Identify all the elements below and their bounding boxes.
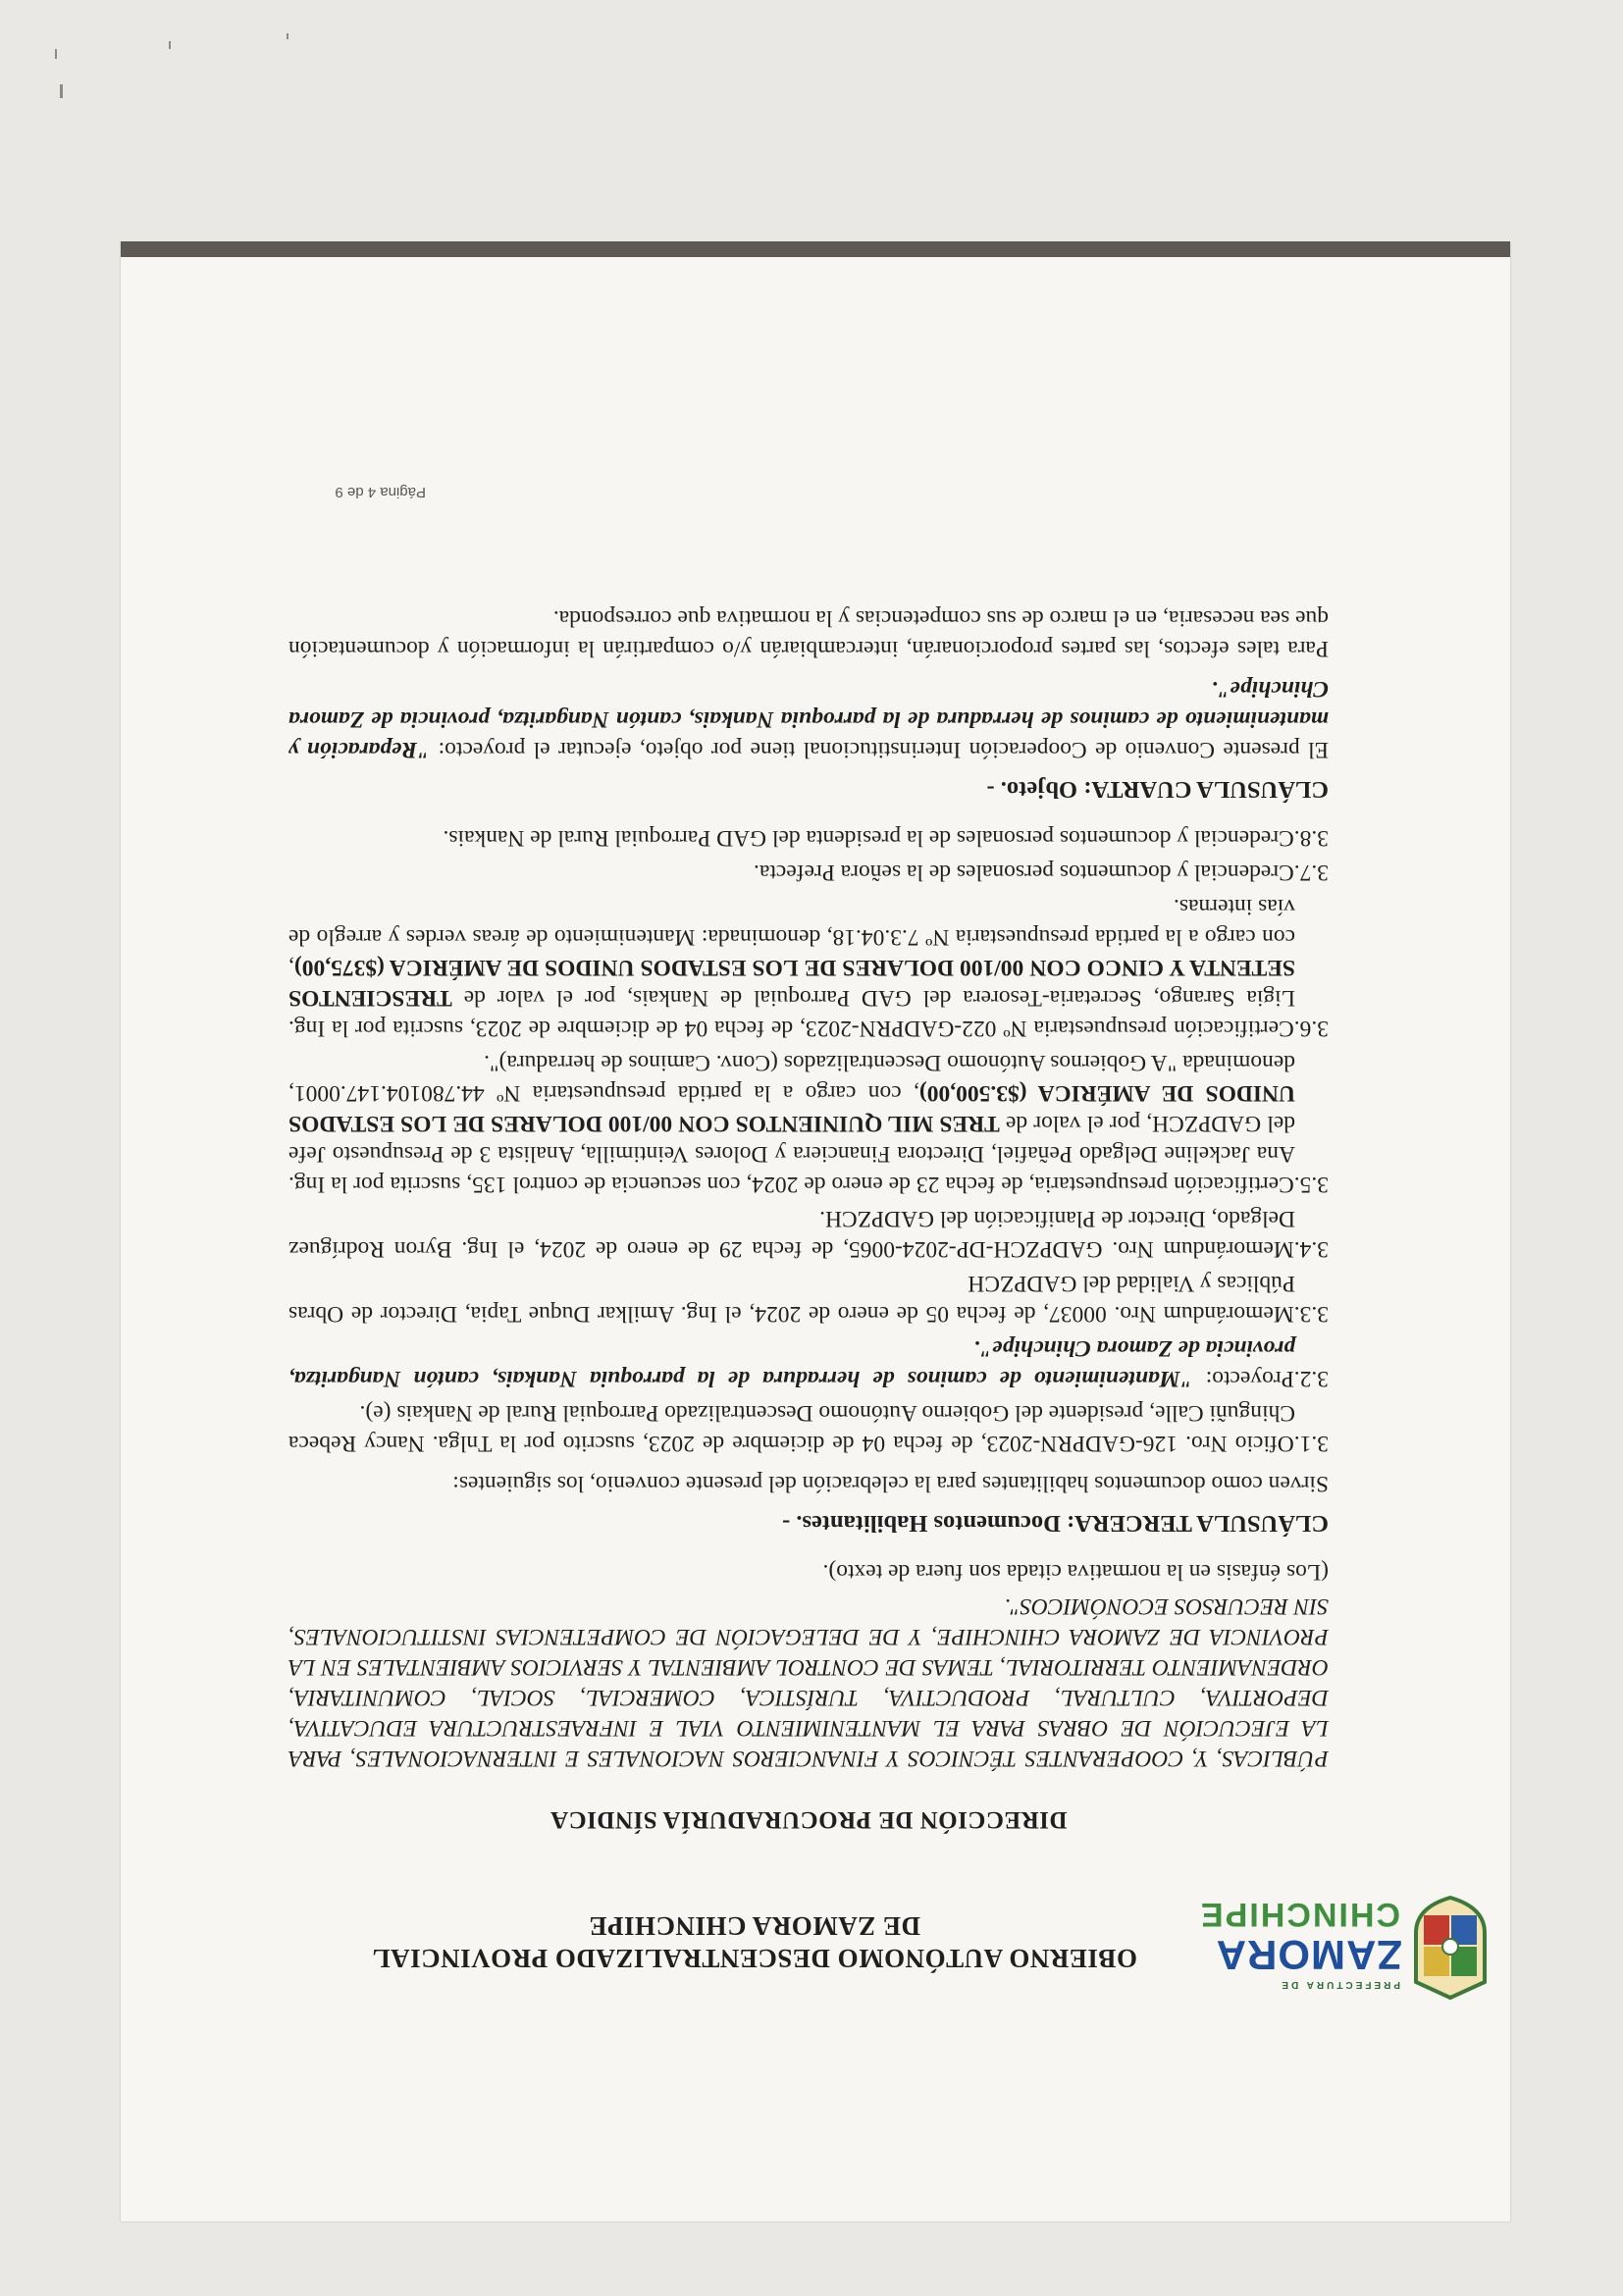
clause-three-intro: Sirven como documentos habilitantes para la celebración del presente convenio, los siguientes: [452,1471,1329,1496]
quoted-legal-text: PÚBLICAS, Y, COOPERANTES TÉCNICOS Y FINANCIEROS NACIONALES E INTERNACIONALES, PARA LA EJECUCIÓN DE OBRAS PARA EL MANTENIMIENTO VIAL E INFRAESTRUCTURA EDUCATIVA, DEPORTIVA, CULTURAL, PRODUCTIVA, TURÍSTICA, COMERCIAL, SOCIAL, COMUNITARIA, ORDENAMIENTO TERRITORIAL, TEMAS DE CONTROL AMBIENTAL Y SERVICIOS AMBIENTALES EN LA PROVINCIA DE ZAMORA CHINCHIPE, Y DE DELEGACIÓN DE COMPETENCIAS INSTITUCIONALES, SIN RECURSOS ECONÓMICOS". [288,1593,1329,1771]
scan-speck [287,33,288,39]
budget-amount: TRESCIENTOS SETENTA Y CINCO CON 00/100 DOLARES DE LOS ESTADOS UNIDOS DE AMÉRICA ($375,00) [288,955,1295,1011]
clause-four-paragraph: El presente Convenio de Cooperación Interinstitucional tiene por objeto, ejecutar el proyecto: "Reparación y mantenimiento de caminos de herradura de la parroquia Nankais, cantón Nangaritza, provincia de Zamora Chinchipe". [288,676,1329,762]
list-item: 3.6.Certificación presupuestaria Nº 022-GADPRN-2023, de fecha 04 de diciembre de 2023, suscrita por la Ing. Ligia Sarango, Secretaria-Tesorera del GAD Parroquial de Nankais, por el valor de TRESCIENTOS SETENTA Y CINCO CON 00/100 DOLARES DE LOS ESTADOS UNIDOS DE AMÉRICA ($375,00), con cargo a la partida presupuestaria Nº 7.3.04.18, denominada: Mantenimiento de áreas verdes y arreglo de vías internas. [288,894,1329,1041]
page-number: Página 4 de 9 [335,484,426,500]
letterhead [313,1874,1491,2002]
project-name: "Reparación y mantenimiento de caminos de herradura de la parroquia Nankais, cantón Nangaritza, provincia de Zamora Chinchipe". [288,676,1329,762]
clause-four-paragraph-2: Para tales efectos, las partes proporcionarán, intercambiarán y/o compartirán la información y documentación que sea necesaria, en el marco de sus competencias y la normativa que corresponda. [288,605,1329,661]
budget-amount: TRES MIL QUINIENTOS CON 00/100 DOLARES DE LOS ESTADOS UNIDOS DE AMÉRICA ($3.500,00) [288,1080,1295,1136]
logo-chinchipe-text: CHINCHIPE [1198,1896,1400,1933]
list-item: 3.2.Proyecto: "Mantenimiento de caminos de herradura de la parroquia Nankais, cantón Nangaritza, provincia de Zamora Chinchipe". [288,1335,1329,1391]
clause-four-title: CLÁUSULA CUARTA: Objeto. - [986,776,1329,803]
prefectura-logo [1196,1894,1491,2002]
project-name: "Mantenimiento de caminos de herradura de la parroquia Nankais, cantón Nangaritza, provincia de Zamora Chinchipe". [288,1335,1295,1391]
list-item: 3.8.Credencial y documentos personales de la presidenta del GAD Parroquial Rural de Nankais. [443,825,1329,851]
list-item: 3.5.Certificación presupuestaria, de fecha 23 de enero de 2024, con secuencia de control 135, suscrita por la Ing. Ana Jackeline Delgado Peñafiel, Directora Financiera y Dolores Veintimilla, Analista 3 de Presupuesto Jefe del GADPZCH, por el valor de TRES MIL QUINIENTOS CON 00/100 DOLARES DE LOS ESTADOS UNIDOS DE AMÉRICA ($3.500,00), con cargo a la partida presupuestaria Nº 44.780104.147.0001, denominada "A Gobiernos Autónomo Descentralizados (Conv. Caminos de herradura)". [288,1050,1329,1197]
institution-line-2: DE ZAMORA CHINCHIPE [588,1911,921,1941]
list-item: 3.4.Memorándum Nro. GADPZCH-DP-2024-0065, de fecha 29 de enero de 2024, el Ing. Byron Rodríguez Delgado, Director de Planificación del GADPZCH. [288,1206,1329,1262]
scan-speck [60,84,63,98]
document-body [288,593,1329,1835]
institution-name [372,1909,1137,1974]
scanner-edge [121,241,1510,257]
logo-prefix-text: PREFECTURA DE [1279,1979,1400,1990]
scan-speck [169,41,171,49]
list-item: 3.1.Oficio Nro. 126-GADPRN-2023, de fecha 04 de diciembre de 2023, suscrito por la Tnlga. Nancy Rebeca Chinguñi Calle, presidente del Gobierno Autónomo Descentralizado Parroquial Rural de Nankais (e). [288,1400,1329,1456]
emphasis-note: (Los énfasis en la normativa citada son fuera de texto). [822,1559,1329,1585]
department-heading: DIRECCIÓN DE PROCURADURÍA SÍNDICA [550,1806,1068,1833]
logo-zamora-text: ZAMORA [1215,1932,1402,1978]
enabling-documents-list [288,822,1329,1458]
list-item: 3.3.Memorándum Nro. 00037, de fecha 05 de enero de 2024, el Ing. Amilkar Duque Tapia, Director de Obras Públicas y Vialidad del GADPZCH [288,1271,1329,1327]
institution-line-1: OBIERNO AUTÓNOMO DESCENTRALIZADO PROVINCIAL [372,1944,1137,1973]
clause-three-title: CLÁUSULA TERCERA: Documentos Habilitantes. - [782,1510,1329,1537]
scan-speck [55,49,57,59]
coat-of-arms-icon [1410,1894,1491,2002]
list-item: 3.7.Credencial y documentos personales de la señora Prefecta. [754,860,1329,885]
